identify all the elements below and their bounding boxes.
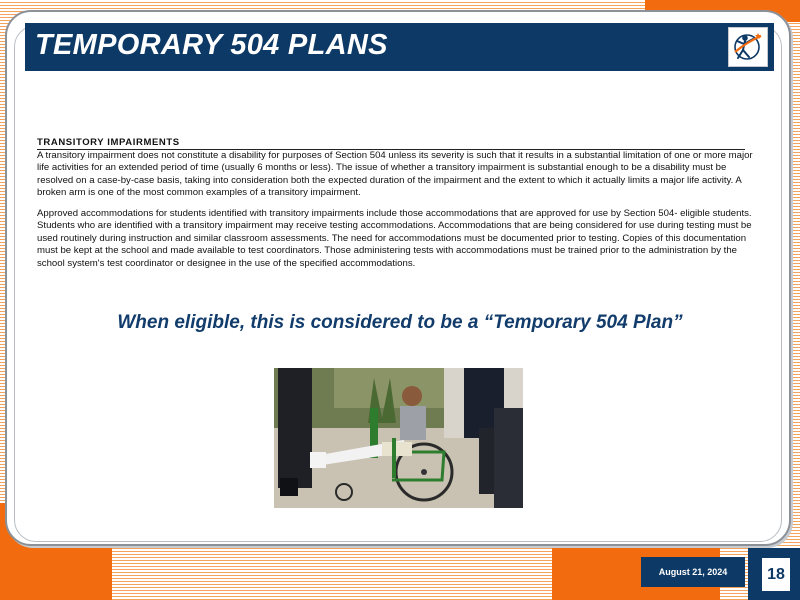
paragraph-accommodations: Approved accommodations for students identified with transitory impairments include those accommodations that are approved for use by Section 504- eligible students. Students who are identified with a transitory impairment may receive testing accommodations. Accommodations that are being considered for use during testing must be used routinely during instruction and similar classroom assessments. The need for accommodations must be documented prior to testing. Copies of this documentation must be kept at the school and made available to test coordinators. Those administering tests with accommodations must be trained prior to the administration by the school system's test coordinator or designee in the use of the specified accommodations. xyxy=(37,208,752,269)
student-in-wheelchair-photo xyxy=(274,368,523,508)
paragraph-transitory-definition: A transitory impairment does not constitute a disability for purposes of Section 504 unless its severity is such that it results in a substantial limitation of one or more major life activities for an extended period of time (usually 6 months or less). The issue of whether a transitory impairment is substantial enough to be a disability must be resolved on a case-by-case basis, taking into consideration both the expected duration of the impairment and the extent to which it actually limits a major life activity. A broken arm is one of the most common examples of a transitory impairment. xyxy=(37,150,753,199)
slide-title: TEMPORARY 504 PLANS xyxy=(35,29,388,61)
school-district-logo-icon xyxy=(728,27,768,67)
page-number: 18 xyxy=(760,556,792,593)
temporary-504-subtitle: When eligible, this is considered to be a “Temporary 504 Plan” xyxy=(117,312,683,333)
section-heading: TRANSITORY IMPAIRMENTS xyxy=(37,137,745,150)
slide-date: August 21, 2024 xyxy=(641,557,745,587)
title-bar xyxy=(25,23,774,71)
